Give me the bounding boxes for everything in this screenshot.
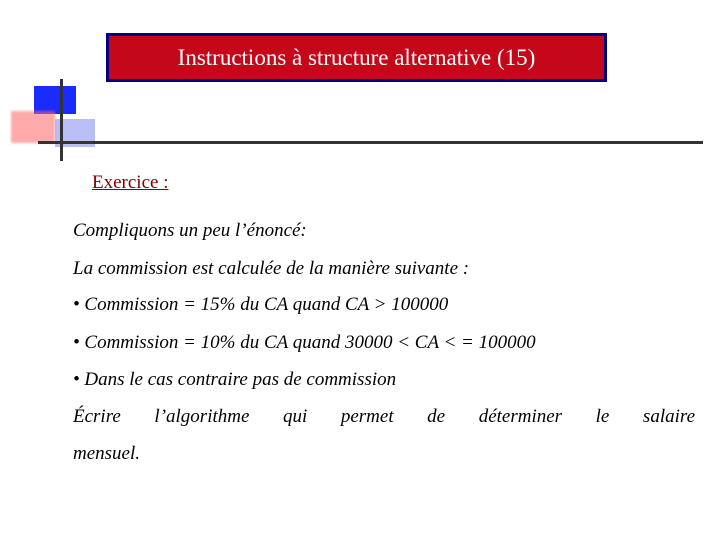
- exercise-heading: Exercice :: [92, 172, 169, 193]
- decor-red-square: [11, 111, 55, 143]
- decor-blue-square: [34, 86, 76, 114]
- decor-horizontal-line: [38, 141, 703, 144]
- rule-no-commission: • Dans le cas contraire pas de commission: [73, 369, 397, 390]
- slide-title-text: Instructions à structure alternative (15): [177, 44, 536, 70]
- slide-title: [106, 33, 607, 82]
- rule-10-percent: • Commission = 10% du CA quand 30000 < CA < = 100000: [73, 332, 536, 353]
- decor-vertical-line: [60, 79, 63, 161]
- intro-line: Compliquons un peu l’énoncé:: [73, 220, 307, 241]
- task-line-1: Écrire l’algorithme qui permet de déterminer le salaire: [73, 406, 695, 427]
- rule-15-percent: • Commission = 15% du CA quand CA > 100000: [73, 294, 449, 315]
- task-line-2: mensuel.: [73, 443, 141, 464]
- commission-rule-intro: La commission est calculée de la manière suivante :: [73, 258, 470, 279]
